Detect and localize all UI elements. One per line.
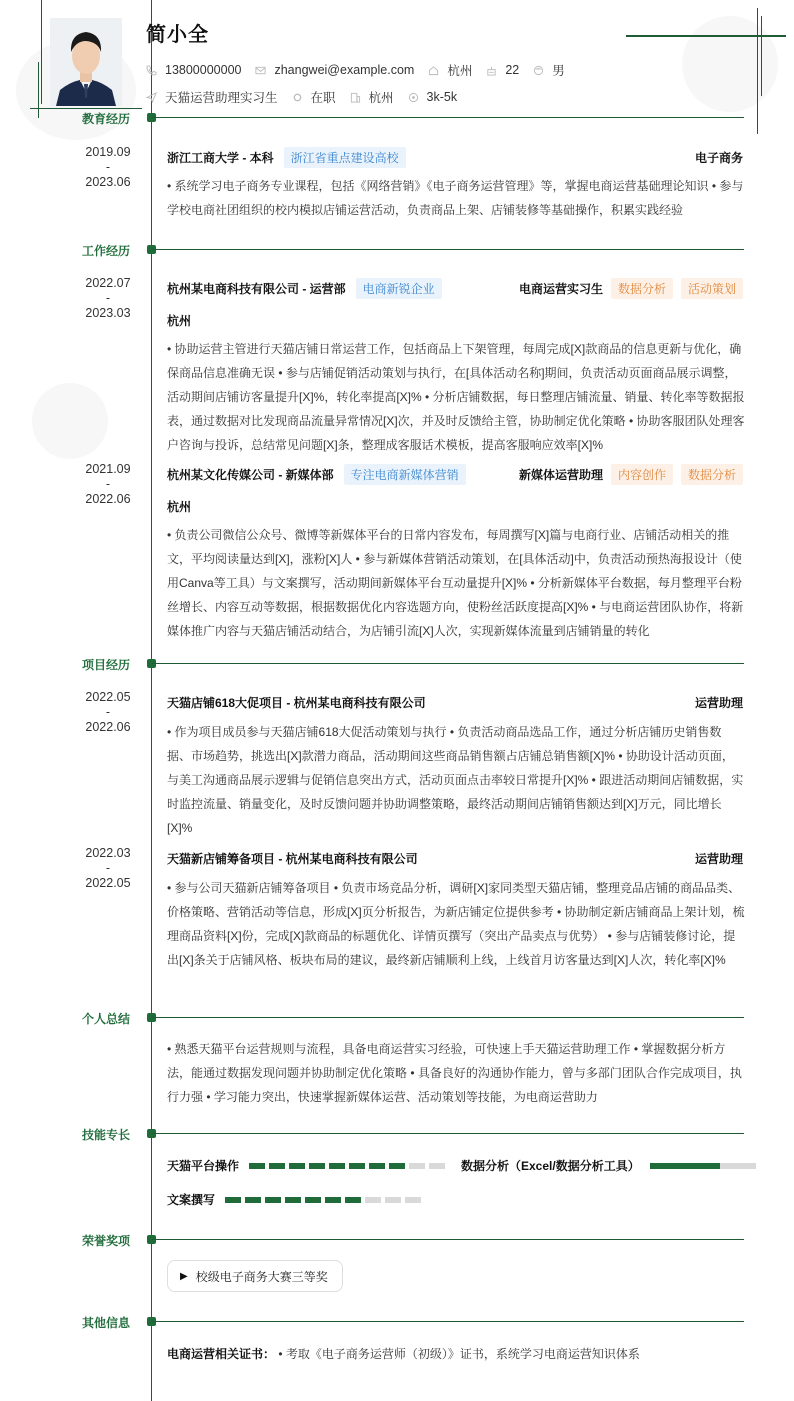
award-label: 校级电子商务大赛三等奖 bbox=[195, 1269, 328, 1284]
target-city-value: 杭州 bbox=[368, 91, 394, 105]
summary-text: • 熟悉天猫平台运营规则与流程，具备电商运营实习经验，可快速上手天猫运营助理工作 • 掌握数据分析方法，能通过数据发现问题并协助制定优化策略 • 具备良好的沟通协作能力，曾与多部门团队合作完成项目，执行力强 • 学习能力突出，快速掌握新媒体运营、活动策划等技能，为电商运营助力 bbox=[167, 1042, 742, 1104]
skill-name: 数据分析（Excel/数据分析工具） bbox=[461, 1159, 640, 1173]
project-name: 天猫店铺618大促项目 - 杭州某电商科技有限公司 bbox=[167, 695, 426, 710]
school-name: 浙江工商大学 - 本科 bbox=[167, 150, 274, 165]
major: 电子商务 bbox=[694, 150, 743, 165]
project-entry-header bbox=[167, 692, 743, 712]
location-item bbox=[428, 61, 472, 79]
education-entry-header bbox=[167, 147, 743, 167]
company-tag: 电商新锐企业 bbox=[356, 278, 442, 299]
company-name: 杭州某文化传媒公司 - 新媒体部 bbox=[167, 467, 334, 482]
job-role: 新媒体运营助理 bbox=[518, 467, 603, 482]
gender-item bbox=[533, 61, 565, 79]
work-entry-header bbox=[167, 464, 743, 484]
other-info bbox=[167, 1345, 640, 1362]
award-item bbox=[167, 1260, 343, 1292]
section-divider bbox=[152, 1133, 744, 1134]
section-awards bbox=[0, 1233, 794, 1247]
home-icon bbox=[428, 65, 439, 76]
mail-icon bbox=[255, 65, 266, 76]
skill-name: 文案撰写 bbox=[167, 1193, 216, 1207]
skill-tag: 数据分析 bbox=[611, 278, 673, 299]
job-intent-row bbox=[146, 88, 471, 106]
other-info-text: • 考取《电子商务运营师（初级）》证书，系统学习电商运营知识体系 bbox=[278, 1347, 640, 1361]
decorative-line bbox=[30, 108, 142, 109]
send-icon bbox=[146, 92, 157, 103]
skill-name: 天猫平台操作 bbox=[167, 1159, 240, 1173]
target-position-value: 天猫运营助理实习生 bbox=[165, 91, 278, 105]
work-description: • 负责公司微信公众号、微博等新媒体平台的日常内容发布，每周撰写[X]篇与电商行业、店铺活动相关的推文，平均阅读量达到[X]，涨粉[X]人 • 参与新媒体营销活动策划，在[具体活动]中，负责活动预热海报设计（使用Canva等工具）与文案撰写，活动期间新媒体平台互动量提升[X]% • 分析新媒体平台数据，每月整理平台粉丝增长、内容互动等数据，根据数据优化内容选题方向，使粉丝活跃度提高[X]% • 与电商运营团队协作，将新媒体推广内容与天猫店铺活动结合，为店铺引流[X]人次，实现新媒体流量到店铺销量的转化 bbox=[167, 528, 744, 638]
status-value: 在职 bbox=[310, 91, 336, 105]
skill-item bbox=[167, 1191, 425, 1208]
work-date: 2021.09 - 2022.06 bbox=[85, 462, 131, 506]
project-description: • 参与公司天猫新店铺筹备项目 • 负责市场竞品分析，调研[X]家同类型天猫店铺，整理竞品店铺的商品品类、价格策略、营销活动等信息，形成[X]页分析报告，为新店铺定位提供参考 • 协助制定新店铺商品上架计划，梳理商品资料[X]份，完成[X]款商品的标题优化、详情页撰写（突出产品卖点与优势） • 参与店铺装修讨论，提出[X]条关于店铺风格、板块布局的建议，最终新店铺顺利上线，上线首月访客量达到[X]人次，转化率[X]% bbox=[167, 881, 745, 967]
skill-level-bar bbox=[650, 1163, 756, 1169]
age-item bbox=[486, 63, 519, 77]
project-name: 天猫新店铺筹备项目 - 杭州某电商科技有限公司 bbox=[167, 851, 418, 866]
skill-tag: 活动策划 bbox=[681, 278, 743, 299]
section-title: 个人总结 bbox=[81, 1012, 130, 1026]
target-position-item bbox=[146, 88, 278, 106]
building-icon bbox=[350, 92, 361, 103]
project-role: 运营助理 bbox=[694, 851, 743, 866]
decorative-line bbox=[626, 35, 786, 37]
status-item bbox=[292, 88, 336, 106]
section-divider bbox=[152, 117, 744, 118]
project-date: 2022.03 - 2022.05 bbox=[85, 846, 131, 890]
section-divider bbox=[152, 663, 744, 664]
decorative-line bbox=[761, 16, 762, 96]
section-divider bbox=[152, 1239, 744, 1240]
age-icon bbox=[486, 65, 497, 76]
section-divider bbox=[152, 1017, 744, 1018]
project-description: • 作为项目成员参与天猫店铺618大促活动策划与执行 • 负责活动商品选品工作，通过分析店铺历史销售数据、市场趋势，挑选出[X]款潜力商品，活动期间这些商品销售额占店铺总销售额[X]% • 协助设计活动页面，与美工沟通商品展示逻辑与促销信息突出方式，活动页面点击率较日常提升[X]% • 跟进活动期间店铺数据，实时监控流量、销量变化，及时反馈问题并协助调整策略，最终活动期间店铺销售额达到[X]万元，同比增长[X]% bbox=[167, 725, 744, 835]
section-divider bbox=[152, 1321, 744, 1322]
skill-item bbox=[167, 1157, 449, 1174]
skill-tag: 数据分析 bbox=[681, 464, 743, 485]
company-name: 杭州某电商科技有限公司 - 运营部 bbox=[167, 281, 346, 296]
gender-icon bbox=[533, 65, 544, 76]
email-value[interactable]: zhangwei@example.com bbox=[274, 63, 415, 77]
target-city-item bbox=[350, 88, 394, 106]
status-icon bbox=[292, 92, 303, 103]
section-title: 其他信息 bbox=[81, 1316, 130, 1330]
timeline-axis bbox=[151, 0, 152, 1401]
school-tag: 浙江省重点建设高校 bbox=[284, 147, 406, 168]
section-skills bbox=[0, 1127, 794, 1141]
project-role: 运营助理 bbox=[694, 695, 743, 710]
skill-item bbox=[461, 1157, 756, 1174]
education-date: 2019.09 - 2023.06 bbox=[85, 145, 131, 189]
decorative-line bbox=[38, 62, 39, 118]
salary-value: 3k-5k bbox=[426, 90, 458, 104]
section-work bbox=[0, 243, 794, 257]
project-entry-header bbox=[167, 848, 743, 868]
section-title: 荣誉奖项 bbox=[81, 1234, 130, 1248]
work-city: 杭州 bbox=[167, 500, 192, 514]
avatar bbox=[50, 18, 122, 106]
other-info-label: 电商运营相关证书： bbox=[167, 1347, 276, 1361]
section-education bbox=[0, 111, 794, 125]
phone-icon bbox=[146, 65, 157, 76]
age-value: 22 bbox=[505, 63, 520, 77]
section-title: 项目经历 bbox=[81, 658, 130, 672]
decorative-circle bbox=[32, 383, 108, 459]
section-other bbox=[0, 1315, 794, 1329]
work-entry-header bbox=[167, 278, 743, 298]
decorative-line bbox=[41, 0, 42, 104]
work-description: • 协助运营主管进行天猫店铺日常运营工作，包括商品上下架管理，每周完成[X]款商品的信息更新与优化，确保商品信息准确无误 • 参与店铺促销活动策划与执行，在[具体活动名称]期间，负责活动页面商品展示调整，活动期间店铺访客量提升[X]%，转化率提高[X]% • 分析店铺数据，每日整理店铺流量、销量、转化率等数据报表，通过数据对比发现商品流量异常情况[X]次，并及时反馈给主管，协助制定优化策略 • 协助客服团队处理客户咨询与投诉，总结常见问题[X]条，整理成客服话术模板，提高客服响应效率[X]% bbox=[167, 342, 745, 452]
section-title: 工作经历 bbox=[81, 244, 130, 258]
education-description: • 系统学习电子商务专业课程，包括《网络营销》《电子商务运营管理》等，掌握电商运营基础理论知识 • 参与学校电商社团组织的校内模拟店铺运营活动，负责商品上架、店铺装修等基础操作，积累实践经验 bbox=[167, 179, 744, 217]
work-date: 2022.07 - 2023.03 bbox=[85, 276, 131, 320]
section-title: 教育经历 bbox=[81, 112, 130, 126]
candidate-name: 简小全 bbox=[146, 24, 209, 46]
project-date: 2022.05 - 2022.06 bbox=[85, 690, 131, 734]
email-item bbox=[255, 63, 414, 77]
gender-value: 男 bbox=[552, 64, 565, 78]
skill-level-meter bbox=[249, 1163, 449, 1169]
triangle-right-icon: ▶ bbox=[180, 1270, 188, 1282]
contact-row bbox=[146, 61, 579, 79]
section-title: 技能专长 bbox=[81, 1128, 130, 1142]
phone-item bbox=[146, 63, 241, 77]
section-divider bbox=[152, 249, 744, 250]
company-tag: 专注电商新媒体营销 bbox=[344, 464, 466, 485]
section-projects bbox=[0, 657, 794, 671]
phone-value[interactable]: 13800000000 bbox=[165, 63, 242, 77]
salary-icon bbox=[408, 92, 419, 103]
location-value: 杭州 bbox=[447, 64, 473, 78]
skill-tag: 内容创作 bbox=[611, 464, 673, 485]
job-role: 电商运营实习生 bbox=[518, 281, 603, 296]
salary-item bbox=[408, 90, 458, 104]
skill-level-meter bbox=[225, 1197, 425, 1203]
work-city: 杭州 bbox=[167, 314, 192, 328]
decorative-circle bbox=[682, 16, 778, 112]
section-summary bbox=[0, 1011, 794, 1025]
